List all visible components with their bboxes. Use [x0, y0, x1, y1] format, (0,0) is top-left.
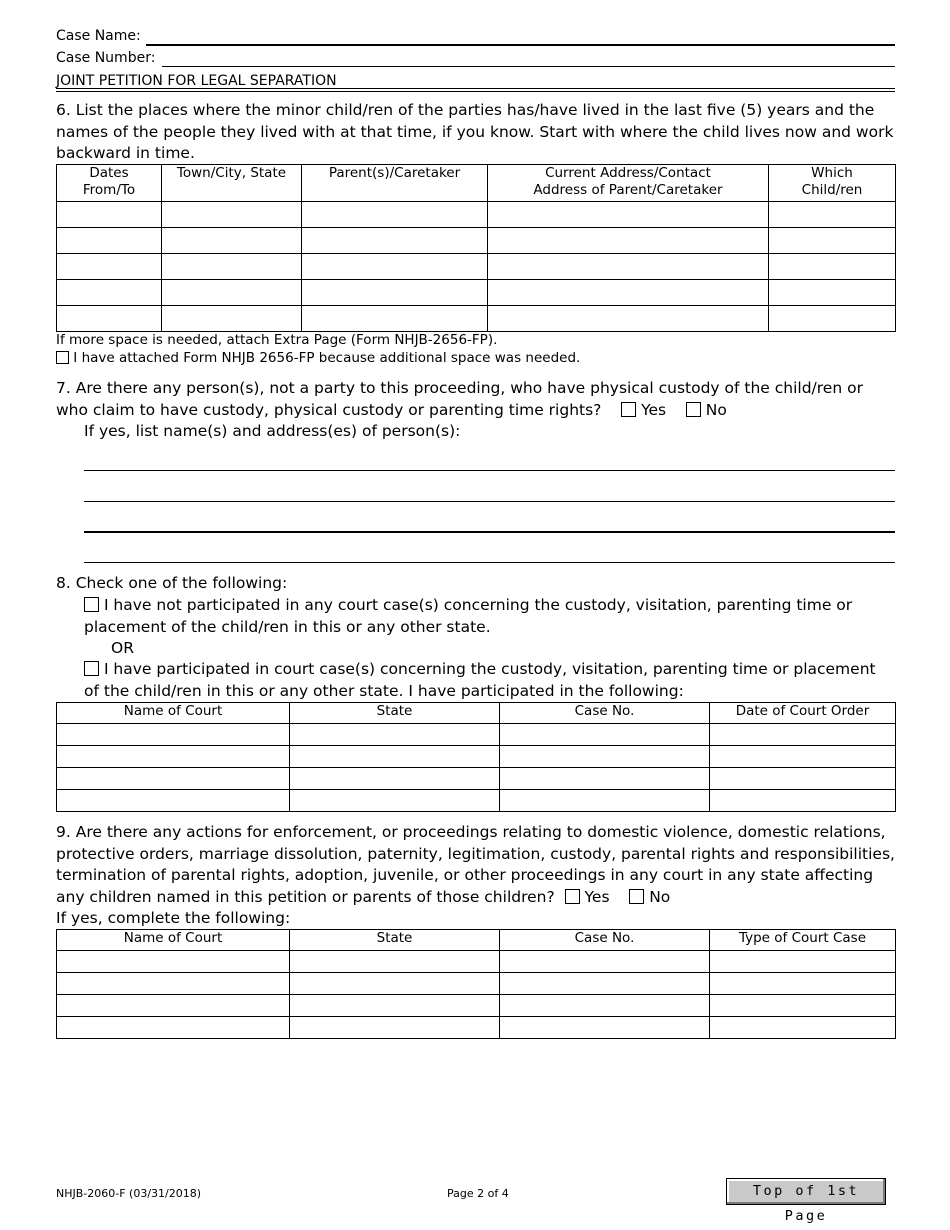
q6-cell[interactable]: [488, 280, 769, 306]
q7-answer-line-4[interactable]: [84, 562, 895, 563]
q8-cell[interactable]: [710, 746, 896, 768]
q7-yes-checkbox[interactable]: [621, 402, 636, 417]
q7-no-checkbox[interactable]: [686, 402, 701, 417]
q6-cell[interactable]: [162, 280, 302, 306]
q8-cell[interactable]: [710, 768, 896, 790]
q7-text: 7. Are there any person(s), not a party to this proceeding, who have physical custody of the child/ren or who claim to have custody, physical custody or parenting time rights?: [56, 379, 863, 419]
q8-cell[interactable]: [290, 790, 500, 812]
q6-cell[interactable]: [162, 228, 302, 254]
q9-cell[interactable]: [57, 995, 290, 1017]
q9-column-header: State: [290, 930, 500, 951]
table-row: [57, 280, 896, 306]
q8-column-header: Case No.: [500, 703, 710, 724]
q6-cell[interactable]: [302, 228, 488, 254]
q6-cell[interactable]: [488, 254, 769, 280]
q8-cell[interactable]: [500, 746, 710, 768]
q6-cell[interactable]: [302, 202, 488, 228]
q6-cell[interactable]: [302, 306, 488, 332]
q6-column-header: Current Address/Contact Address of Parent/Caretaker: [488, 165, 769, 202]
table-row: [57, 724, 896, 746]
q6-cell[interactable]: [57, 254, 162, 280]
q9-cell[interactable]: [290, 973, 500, 995]
q8-cell[interactable]: [710, 790, 896, 812]
q6-residence-table: [56, 164, 896, 332]
q8-intro: 8. Check one of the following:: [56, 574, 288, 592]
q9-cell[interactable]: [290, 1017, 500, 1039]
table-row: [57, 951, 896, 973]
table-row: [57, 228, 896, 254]
q6-cell[interactable]: [57, 228, 162, 254]
q9-cell[interactable]: [500, 995, 710, 1017]
q6-cell[interactable]: [57, 306, 162, 332]
q6-column-header: Parent(s)/Caretaker: [302, 165, 488, 202]
q7-no-label: No: [705, 400, 727, 419]
table-row: [57, 746, 896, 768]
form-id: NHJB-2060-F (03/31/2018): [56, 1187, 202, 1200]
q8-or: OR: [111, 639, 134, 657]
q8-option1-label: I have not participated in any court case(s) concerning the custody, visitation, parenting time or placement of the child/ren in this or any other state.: [84, 596, 853, 636]
q6-cell[interactable]: [302, 254, 488, 280]
q6-extra-note: If more space is needed, attach Extra Page (Form NHJB-2656-FP).: [56, 332, 498, 348]
q6-attached-checkbox[interactable]: [56, 351, 69, 364]
q9-cell[interactable]: [710, 1017, 896, 1039]
table-row: [57, 1017, 896, 1039]
q6-cell[interactable]: [488, 202, 769, 228]
q7-yes-label: Yes: [641, 400, 667, 419]
q8-cell[interactable]: [57, 746, 290, 768]
case-number-label: Case Number:: [56, 50, 156, 66]
top-of-first-page-button[interactable]: Top of 1st Page: [726, 1178, 886, 1205]
q8-column-header: Date of Court Order: [710, 703, 896, 724]
q7-answer-line-2[interactable]: [84, 501, 895, 502]
q6-cell[interactable]: [488, 228, 769, 254]
form-title: JOINT PETITION FOR LEGAL SEPARATION: [56, 73, 337, 89]
page-number: Page 2 of 4: [447, 1187, 509, 1200]
q9-no-checkbox[interactable]: [629, 889, 644, 904]
q7-answer-line-1[interactable]: [84, 470, 895, 471]
table-row: [57, 202, 896, 228]
table-row: [57, 790, 896, 812]
q9-cell[interactable]: [710, 995, 896, 1017]
q6-cell[interactable]: [57, 202, 162, 228]
q9-cell[interactable]: [290, 995, 500, 1017]
q9-cell[interactable]: [710, 951, 896, 973]
q6-attached-row: [56, 350, 580, 366]
q9-column-header: Type of Court Case: [710, 930, 896, 951]
q8-cell[interactable]: [500, 768, 710, 790]
q6-cell[interactable]: [57, 280, 162, 306]
table-row: [57, 995, 896, 1017]
q8-option2: [84, 659, 892, 702]
q6-cell[interactable]: [162, 202, 302, 228]
q9-text: 9. Are there any actions for enforcement, or proceedings relating to domestic violence, domestic relations, protective orders, marriage dissolution, paternity, legitimation, custody, parental rights and responsibilities, termination of parental rights, adoption, juvenile, or other proceedings in any court in any state affecting any children named in this petition or parents of those children?: [56, 823, 895, 906]
q9-column-header: Case No.: [500, 930, 710, 951]
q9-yes-checkbox[interactable]: [565, 889, 580, 904]
title-rule: [56, 88, 895, 89]
q9-no-label: No: [649, 887, 671, 906]
q8-cell[interactable]: [57, 790, 290, 812]
q8-cell[interactable]: [500, 724, 710, 746]
q9-cell[interactable]: [57, 1017, 290, 1039]
q9-cell[interactable]: [710, 973, 896, 995]
q9-cell[interactable]: [290, 951, 500, 973]
q8-court-table: [56, 702, 896, 812]
case-name-input[interactable]: [146, 44, 895, 46]
q8-option1: [84, 595, 892, 638]
q6-text: 6. List the places where the minor child/ren of the parties has/have lived in the last five (5) years and the names of the people they lived with at that time, if you know. Start with where the child lives now and work backward in time.: [56, 101, 894, 162]
q6-cell[interactable]: [769, 202, 896, 228]
q8-cell[interactable]: [500, 790, 710, 812]
q8-cell[interactable]: [710, 724, 896, 746]
q9-if-yes: If yes, complete the following:: [56, 909, 291, 927]
q8-column-header: State: [290, 703, 500, 724]
q6-column-header: Which Child/ren: [769, 165, 896, 202]
q6-cell[interactable]: [769, 228, 896, 254]
q8-cell[interactable]: [290, 746, 500, 768]
q9-yes-label: Yes: [584, 887, 610, 906]
q8-participated-checkbox[interactable]: [84, 661, 99, 676]
title-rule-2: [56, 91, 895, 92]
q6-column-header: Dates From/To: [57, 165, 162, 202]
table-row: [57, 973, 896, 995]
q6-cell[interactable]: [162, 254, 302, 280]
q7-block: [56, 378, 896, 421]
case-number-input[interactable]: [162, 66, 895, 67]
q9-cell[interactable]: [57, 973, 290, 995]
q8-cell[interactable]: [57, 724, 290, 746]
q8-cell[interactable]: [57, 768, 290, 790]
q6-cell[interactable]: [302, 280, 488, 306]
q6-cell[interactable]: [769, 306, 896, 332]
q9-cell[interactable]: [57, 951, 290, 973]
q7-answer-line-3[interactable]: [84, 531, 895, 533]
q9-cell[interactable]: [500, 973, 710, 995]
q8-cell[interactable]: [290, 724, 500, 746]
q6-cell[interactable]: [162, 306, 302, 332]
table-row: [57, 306, 896, 332]
q6-cell[interactable]: [769, 254, 896, 280]
q8-cell[interactable]: [290, 768, 500, 790]
q6-column-header: Town/City, State: [162, 165, 302, 202]
q6-attached-label: I have attached Form NHJB 2656-FP because additional space was needed.: [73, 350, 581, 366]
q9-block: [56, 822, 896, 908]
table-row: [57, 768, 896, 790]
q9-court-table: [56, 929, 896, 1039]
q7-if-yes: If yes, list name(s) and address(es) of person(s):: [84, 422, 461, 440]
q6-cell[interactable]: [769, 280, 896, 306]
case-name-label: Case Name:: [56, 28, 141, 44]
q6-cell[interactable]: [488, 306, 769, 332]
table-row: [57, 254, 896, 280]
q8-option2-label: I have participated in court case(s) concerning the custody, visitation, parenting time or placement of the child/ren in this or any other state. I have participated in the following:: [84, 660, 876, 700]
q9-cell[interactable]: [500, 951, 710, 973]
q9-column-header: Name of Court: [57, 930, 290, 951]
q8-not-participated-checkbox[interactable]: [84, 597, 99, 612]
q9-cell[interactable]: [500, 1017, 710, 1039]
q8-column-header: Name of Court: [57, 703, 290, 724]
